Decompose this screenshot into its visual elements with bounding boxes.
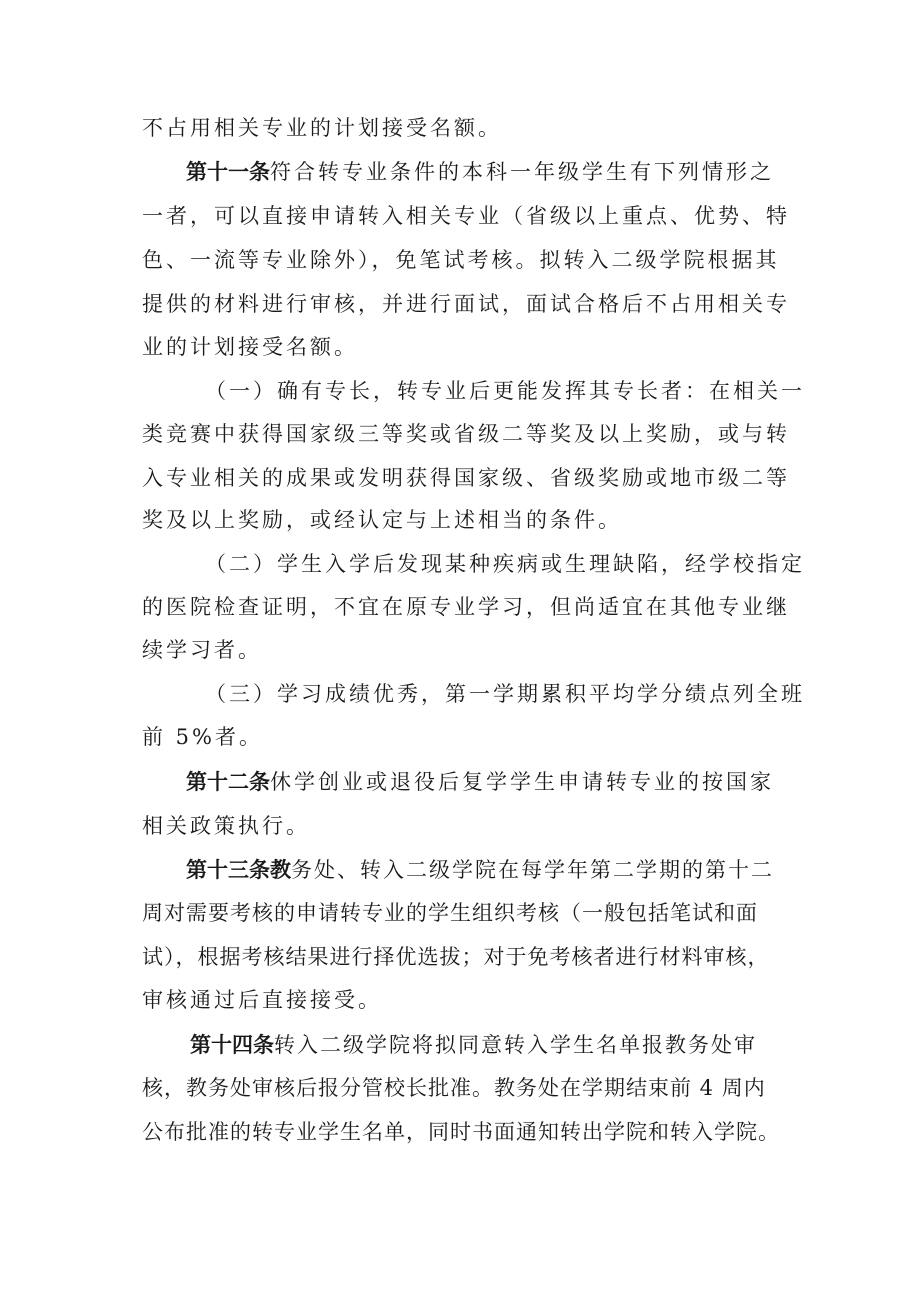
- line-text: 类竞赛中获得国家级三等奖或省级二等奖及以上奖励，或与转: [142, 422, 790, 446]
- line-text: 前 5%者。: [142, 725, 263, 749]
- line-text: 转入二级学院将拟同意转入学生名单报教务处审: [274, 1033, 757, 1057]
- line-text: 提供的材料进行审核，并进行面试，面试合格后不占用相关专: [142, 292, 790, 316]
- article-14-heading-line: [0, 1025, 920, 1065]
- line-text: 试），根据考核结果进行择优选拔；对于免考核者进行材料审核，: [142, 945, 770, 969]
- paragraph-line: [0, 893, 920, 933]
- item-1-first-line: [0, 371, 920, 411]
- item-2-first-line: [0, 544, 920, 584]
- paragraph-line: [0, 587, 920, 627]
- line-text: 周对需要考核的申请转专业的学生组织考核（一般包括笔试和面: [142, 901, 758, 925]
- paragraph-line: [0, 327, 920, 367]
- paragraph-line: [0, 630, 920, 670]
- paragraph-line: [0, 717, 920, 757]
- line-text: （二）学生入学后发现某种疾病或生理缺陷，经学校指定: [205, 552, 805, 576]
- paragraph-line: [0, 458, 920, 498]
- line-text: 相关政策执行。: [142, 814, 310, 838]
- line-text: 符合转专业条件的本科一年级学生有下列情形之: [270, 160, 774, 184]
- item-3-first-line: [0, 674, 920, 714]
- line-text: （三）学习成绩优秀，第一学期累积平均学分绩点列全班: [205, 682, 805, 706]
- paragraph-line: [0, 1112, 920, 1152]
- paragraph-line: [0, 1068, 920, 1108]
- article-number: 第十三条教: [186, 858, 291, 882]
- line-text: 公布批准的转专业学生名单，同时书面通知转出学院和转入学院。: [142, 1120, 780, 1144]
- paragraph-line: [0, 806, 920, 846]
- paragraph-line: [0, 284, 920, 324]
- paragraph-line: [0, 500, 920, 540]
- line-text: 业的计划接受名额。: [142, 335, 358, 359]
- line-text: 奖及以上奖励，或经认定与上述相当的条件。: [142, 508, 622, 532]
- line-text: 务处、转入二级学院在每学年第二学期的第十二: [291, 858, 774, 882]
- line-text: 续学习者。: [142, 638, 262, 662]
- line-text: 入专业相关的成果或发明获得国家级、省级奖励或地市级二等: [142, 466, 790, 490]
- article-number: 第十二条: [186, 770, 270, 794]
- paragraph-line: [0, 240, 920, 280]
- line-text: 的医院检查证明，不宜在原专业学习，但尚适宜在其他专业继: [142, 595, 790, 619]
- line-text: 不占用相关专业的计划接受名额。: [142, 116, 502, 140]
- line-text: 色、一流等专业除外），免笔试考核。拟转入二级学院根据其: [142, 248, 780, 272]
- paragraph-line: [0, 980, 920, 1020]
- article-number: 第十四条: [190, 1033, 274, 1057]
- article-12-heading-line: [0, 762, 920, 802]
- paragraph-line: [0, 937, 920, 977]
- line-text: 核，教务处审核后报分管校长批准。教务处在学期结束前 4 周内: [142, 1076, 766, 1100]
- line-text: 休学创业或退役后复学学生申请转专业的按国家: [270, 770, 774, 794]
- line-text: （一）确有专长，转专业后更能发挥其专长者：在相关一: [205, 379, 805, 403]
- article-13-heading-line: [0, 850, 920, 890]
- article-11-heading-line: [0, 152, 920, 192]
- paragraph-line: [0, 196, 920, 236]
- line-text: 一者，可以直接申请转入相关专业（省级以上重点、优势、特: [142, 204, 790, 228]
- article-number: 第十一条: [186, 160, 270, 184]
- paragraph-line: [0, 414, 920, 454]
- paragraph-line: [0, 108, 920, 148]
- line-text: 审核通过后直接接受。: [142, 988, 382, 1012]
